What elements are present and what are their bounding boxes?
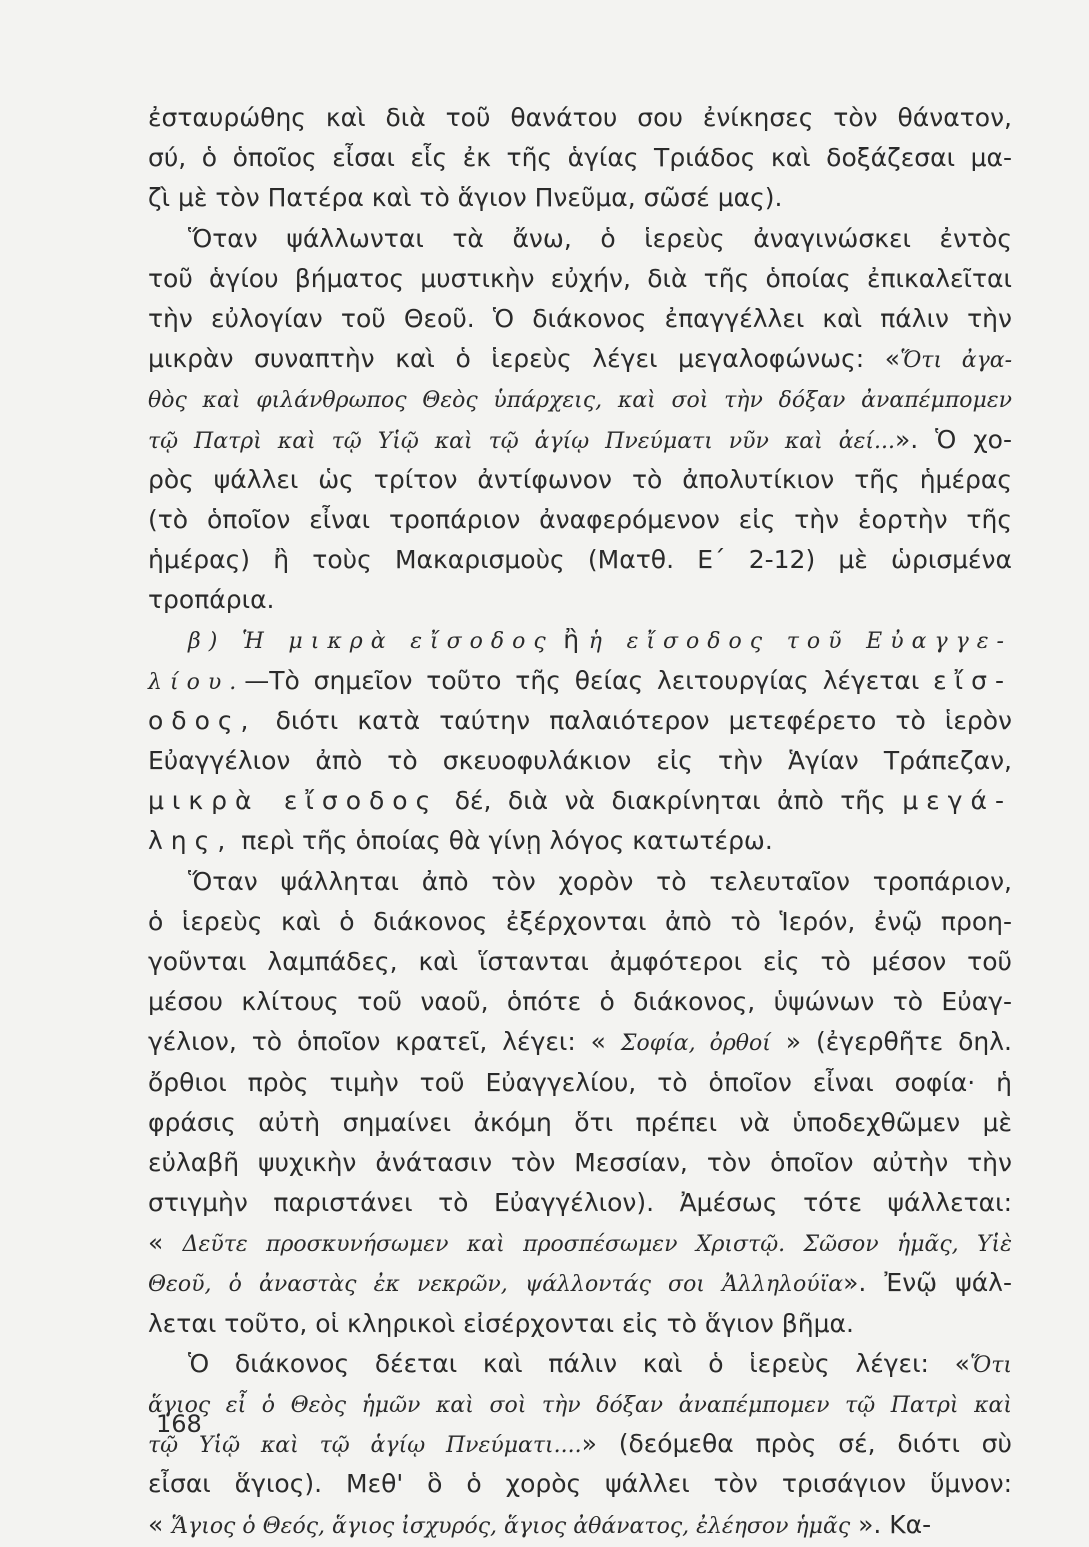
text-line: [148, 741, 1012, 781]
text-segment: τῷ Υἱῷ καὶ τῷ ἁγίῳ Πνεύματι....: [148, 1433, 582, 1459]
text-line: [148, 460, 1012, 500]
text-segment: οδος,: [148, 705, 257, 735]
text-segment: εἶσαι ἅγιος). Μεθ' ὃ ὁ χορὸς ψάλλει τὸν τρισάγιον ὕμνον:: [148, 1469, 1012, 1499]
text-segment: μικρὰν συναπτὴν καὶ ὁ ἱερεὺς λέγει μεγαλοφώνως: «: [148, 344, 901, 374]
text-segment: Ὁ διάκονος δέεται καὶ πάλιν καὶ ὁ ἱερεὺς λέγει: «: [188, 1348, 970, 1378]
text-segment: ». Ἐνῷ ψάλ-: [843, 1268, 1012, 1298]
text-segment: εἴσ-: [933, 665, 1012, 695]
text-line: [148, 540, 1012, 580]
text-segment: » (δεόμεθα πρὸς σέ, διότι σὺ: [581, 1429, 1012, 1459]
text-line: [148, 138, 1012, 178]
text-segment: Θεοῦ, ὁ ἀναστὰς ἐκ νεκρῶν, ψάλλοντάς σοι Ἀλληλούϊα: [148, 1272, 844, 1298]
text-line: [148, 701, 1012, 741]
text-segment: «: [148, 1228, 183, 1258]
text-segment: Ὅτι ἀγα-: [900, 348, 1013, 374]
text-line: [148, 98, 1012, 138]
text-segment: (τὸ ὁποῖον εἶναι τροπάριον ἀναφερόμενον εἰς τὴν ἑορτὴν τῆς: [148, 504, 1012, 534]
text-segment: —Τὸ σημεῖον τοῦτο τῆς θείας λειτουργίας λέγεται: [244, 665, 934, 695]
text-line: [148, 339, 1012, 379]
body-text: [148, 98, 1012, 1545]
text-segment: ἅγιος εἶ ὁ Θεὸς ἡμῶν καὶ σοὶ τὴν δόξαν ἀναπέμπομεν τῷ Πατρὶ καὶ: [148, 1393, 1012, 1418]
page-number: 168: [156, 1410, 202, 1438]
text-segment: στιγμὴν παριστάνει τὸ Εὐαγγέλιον). Ἀμέσως τότε ψάλλεται:: [148, 1188, 1012, 1218]
text-line: [148, 1103, 1012, 1143]
text-segment: Ὅτι: [969, 1352, 1012, 1378]
text-segment: σύ, ὁ ὁποῖος εἶσαι εἷς ἐκ τῆς ἁγίας Τριάδος καὶ δοξάζεσαι μα-: [148, 143, 1012, 173]
text-segment: ἡ εἴσοδος τοῦ Εὐαγγε-: [588, 629, 1012, 655]
text-line: [148, 1183, 1012, 1223]
text-segment: θὸς καὶ φιλάνθρωπος Θεὸς ὑπάρχεις, καὶ σοὶ τὴν δόξαν ἀναπέμπομεν: [148, 388, 1012, 414]
text-line: [148, 1424, 1012, 1464]
text-segment: διότι κατὰ ταύτην παλαιότερον μετεφέρετο τὸ ἱερὸν: [256, 705, 1012, 735]
text-segment: τροπάρια.: [148, 585, 275, 615]
text-line: [148, 1143, 1012, 1183]
text-line: [148, 1223, 1012, 1263]
text-segment: Ἅγιος ὁ Θεός, ἅγιος ἰσχυρός, ἅγιος ἀθάνατος, ἐλέησον ἡμᾶς: [171, 1513, 851, 1539]
text-segment: δέ, διὰ νὰ διακρίνηται ἀπὸ τῆς: [438, 786, 903, 816]
text-line: [148, 1505, 1012, 1545]
text-segment: λης,: [148, 826, 234, 856]
text-segment: ». Ὁ χο-: [894, 424, 1012, 454]
text-segment: τὴν εὐλογίαν τοῦ Θεοῦ. Ὁ διάκονος ἐπαγγέλλει καὶ πάλιν τὴν: [148, 303, 1012, 333]
text-line: [148, 902, 1012, 942]
text-line: [148, 942, 1012, 982]
text-line: [148, 862, 1012, 902]
text-segment: εὐλαβῆ ψυχικὴν ἀνάτασιν τὸν Μεσσίαν, τὸν ὁποῖον αὐτὴν τὴν: [148, 1147, 1012, 1177]
text-line: [148, 219, 1012, 259]
text-segment: β) Ἡ μικρὰ εἴσοδος: [188, 629, 554, 655]
text-segment: Εὐαγγέλιον ἀπὸ τὸ σκευοφυλάκιον εἰς τὴν Ἁγίαν Τράπεζαν,: [148, 746, 1012, 775]
text-line: [148, 379, 1012, 419]
text-segment: ρὸς ψάλλει ὡς τρίτον ἀντίφωνον τὸ ἀπολυτίκιον τῆς ἡμέρας: [148, 464, 1012, 494]
text-line: [148, 781, 1012, 821]
text-segment: » (ἐγερθῆτε δηλ.: [770, 1027, 1012, 1057]
text-line: [148, 620, 1012, 660]
text-line: [148, 1063, 1012, 1103]
text-segment: μέσου κλίτους τοῦ ναοῦ, ὁπότε ὁ διάκονος, ὑψώνων τὸ Εὐαγ-: [148, 987, 1012, 1017]
text-segment: ζὶ μὲ τὸν Πατέρα καὶ τὸ ἅγιον Πνεῦμα, σῶσέ μας).: [148, 183, 783, 213]
text-line: [148, 1022, 1012, 1062]
text-segment: Δεῦτε προσκυνήσωμεν καὶ προσπέσωμεν Χριστῷ. Σῶσον ἡμᾶς, Υἱὲ: [182, 1232, 1012, 1258]
text-line: [148, 821, 1012, 861]
text-line: [148, 1263, 1012, 1303]
text-segment: μικρὰ εἴσοδος: [148, 786, 439, 816]
text-segment: μεγά-: [902, 786, 1012, 816]
text-segment: Ὅταν ψάλληται ἀπὸ τὸν χορὸν τὸ τελευταῖον τροπάριον,: [188, 866, 1012, 896]
text-line: [148, 1464, 1012, 1504]
text-line: [148, 259, 1012, 299]
text-segment: περὶ τῆς ὁποίας θὰ γίνῃ λόγος κατωτέρω.: [233, 826, 773, 856]
text-segment: «: [148, 1509, 172, 1539]
text-segment: λίου.: [148, 669, 245, 695]
text-segment: ὄρθιοι πρὸς τιμὴν τοῦ Εὐαγγελίου, τὸ ὁποῖον εἶναι σοφία· ἡ: [148, 1067, 1012, 1097]
text-segment: ἢ: [553, 625, 589, 655]
text-line: [148, 299, 1012, 339]
text-segment: ἐσταυρώθης καὶ διὰ τοῦ θανάτου σου ἐνίκησες τὸν θάνατον,: [148, 103, 1012, 132]
text-segment: τοῦ ἁγίου βήματος μυστικὴν εὐχήν, διὰ τῆς ὁποίας ἐπικαλεῖται: [148, 263, 1012, 293]
text-line: [148, 1384, 1012, 1424]
text-segment: Ὅταν ψάλλωνται τὰ ἄνω, ὁ ἱερεὺς ἀναγινώσκει ἐντὸς: [188, 223, 1012, 253]
text-line: [148, 580, 1012, 620]
text-line: [148, 982, 1012, 1022]
text-line: [148, 500, 1012, 540]
text-segment: φράσις αὐτὴ σημαίνει ἀκόμη ὅτι πρέπει νὰ ὑποδεχθῶμεν μὲ: [148, 1107, 1012, 1137]
text-line: [148, 1304, 1012, 1344]
text-line: [148, 420, 1012, 460]
text-segment: Σοφία, ὀρθοί: [620, 1031, 771, 1057]
text-line: [148, 178, 1012, 218]
text-segment: γέλιον, τὸ ὁποῖον κρατεῖ, λέγει: «: [148, 1027, 621, 1057]
text-line: [148, 661, 1012, 701]
text-segment: λεται τοῦτο, οἱ κληρικοὶ εἰσέρχονται εἰς τὸ ἅγιον βῆμα.: [148, 1308, 854, 1338]
text-segment: τῷ Πατρὶ καὶ τῷ Υἱῷ καὶ τῷ ἁγίῳ Πνεύματι νῦν καὶ ἀεί...: [148, 428, 895, 454]
text-segment: ὁ ἱερεὺς καὶ ὁ διάκονος ἐξέρχονται ἀπὸ τὸ Ἱερόν, ἐνῷ προη-: [148, 906, 1012, 936]
text-line: [148, 1344, 1012, 1384]
text-segment: ». Κα-: [850, 1509, 932, 1539]
text-segment: ἡμέρας) ἢ τοὺς Μακαρισμοὺς (Ματθ. Ε΄ 2-12) μὲ ὡρισμένα: [148, 545, 1012, 575]
text-segment: γοῦνται λαμπάδες, καὶ ἵστανται ἀμφότεροι εἰς τὸ μέσον τοῦ: [148, 946, 1012, 976]
